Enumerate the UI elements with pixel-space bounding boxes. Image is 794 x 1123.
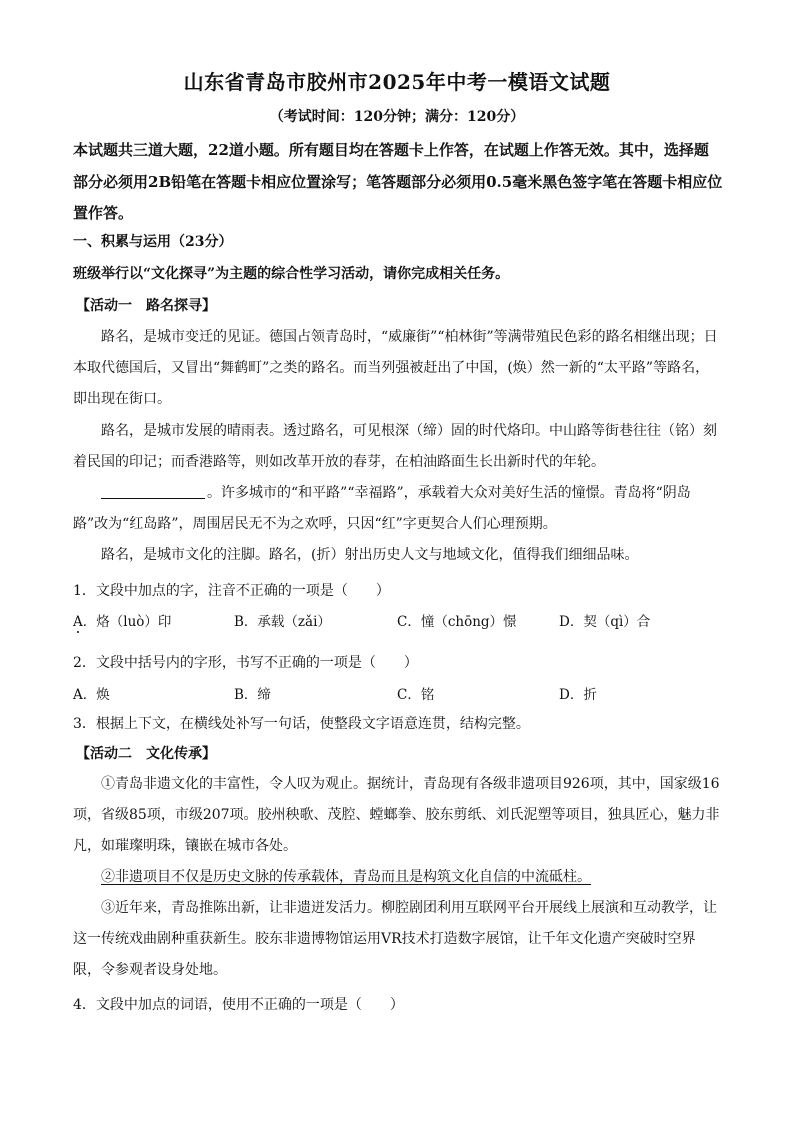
section-heading: 一、积累与运用（23分） <box>73 234 233 250</box>
exam-time-info: （考试时间：120分钟；满分：120分） <box>269 109 525 125</box>
instructions: 本试题共三道大题，22道小题。所有题目均在答题卡上作答，在试题上作答无效。其中，选择题部分必须用2B铅笔在答题卡相应位置涂写；笔答题部分必须用0.5毫米黑色签字笔在答题卡相应位置作答。 <box>73 141 723 222</box>
activity2-heading: 【活动二 文化传承】 <box>76 746 216 762</box>
question-2-option-d: D．折 <box>559 687 597 703</box>
page-title: 山东省青岛市胶州市2025年中考一模语文试题 <box>183 70 611 94</box>
question-4-stem: 4．文段中加点的词语，使用不正确的一项是（ ） <box>73 997 404 1013</box>
activity2-paragraph-3: ③近年来，青岛推陈出新，让非遗迸发活力。柳腔剧团利用互联网平台开展线上展演和互动教学，让这一传统戏曲剧种重获新生。胶东非遗博物馆运用VR技术打造数字展馆，让千年文化遗产突破时空界限，令参观者设身处地。 <box>73 900 717 978</box>
question-2-option-a: A．焕 <box>73 687 110 703</box>
question-1-option-b: B．承载（zǎi） <box>234 614 331 630</box>
activity1-paragraph-4: 路名，是城市文化的注脚。路名，(折）射出历史人文与地域文化，值得我们细细品味。 <box>101 547 639 563</box>
activity1-heading: 【活动一 路名探寻】 <box>76 298 216 314</box>
activity1-paragraph-3 <box>73 478 723 540</box>
question-1-option-d: D．契（qì）合 <box>559 614 651 630</box>
activity2-paragraph-1: ①青岛非遗文化的丰富性，令人叹为观止。据统计，青岛现有各级非遗项目926项，其中，国家级16项，省级85项，市级207项。胶州秧歌、茂腔、螳螂拳、胶东剪纸、刘氏泥塑等项目，独具匠心，魅力非凡，如璀璨明珠，镶嵌在城市各处。 <box>73 776 720 854</box>
activity1-paragraph-1: 路名，是城市变迁的见证。德国占领青岛时，“威廉街”“柏林街”等满带殖民色彩的路名相继出现；日本取代德国后，又冒出“舞鹤町”之类的路名。而当列强被赶出了中国，(焕）然一新的“太平路”等路名，即出现在街口。 <box>73 329 718 407</box>
question-2-stem: 2．文段中括号内的字形，书写不正确的一项是（ ） <box>73 655 418 671</box>
answer-blank <box>101 482 205 499</box>
activity1-paragraph-3-text: 。许多城市的“和平路”“幸福路”，承载着大众对美好生活的憧憬。青岛将“阴岛路”改为“红岛路”，周围居民无不为之欢呼，只因“红”字更契合人们心理预期。 <box>73 485 691 532</box>
question-1-stem: 1．文段中加点的字，注音不正确的一项是（ ） <box>73 583 390 599</box>
question-2-option-b: B．缔 <box>234 687 271 703</box>
question-1-option-a: A．烙（luò）印 <box>73 614 172 630</box>
question-2-option-c: C．铭 <box>397 687 435 703</box>
question-1-option-c: C．憧（chōng）憬 <box>397 614 517 630</box>
activity1-paragraph-2: 路名，是城市发展的晴雨表。透过路名，可见根深（缔）固的时代烙印。中山路等街巷往往（铭）刻着民国的印记；而香港路等，则如改革开放的春芽，在柏油路面生长出新时代的年轮。 <box>73 423 717 470</box>
activity2-paragraph-2: ②非遗项目不仅是历史文脉的传承载体，青岛而且是构筑文化自信的中流砥柱。 <box>101 869 591 885</box>
section-intro: 班级举行以“文化探寻”为主题的综合性学习活动，请你完成相关任务。 <box>73 266 510 282</box>
question-3-stem: 3．根据上下文，在横线处补写一句话，使整段文字语意连贯，结构完整。 <box>73 716 530 732</box>
emphasis-dot <box>77 631 79 633</box>
